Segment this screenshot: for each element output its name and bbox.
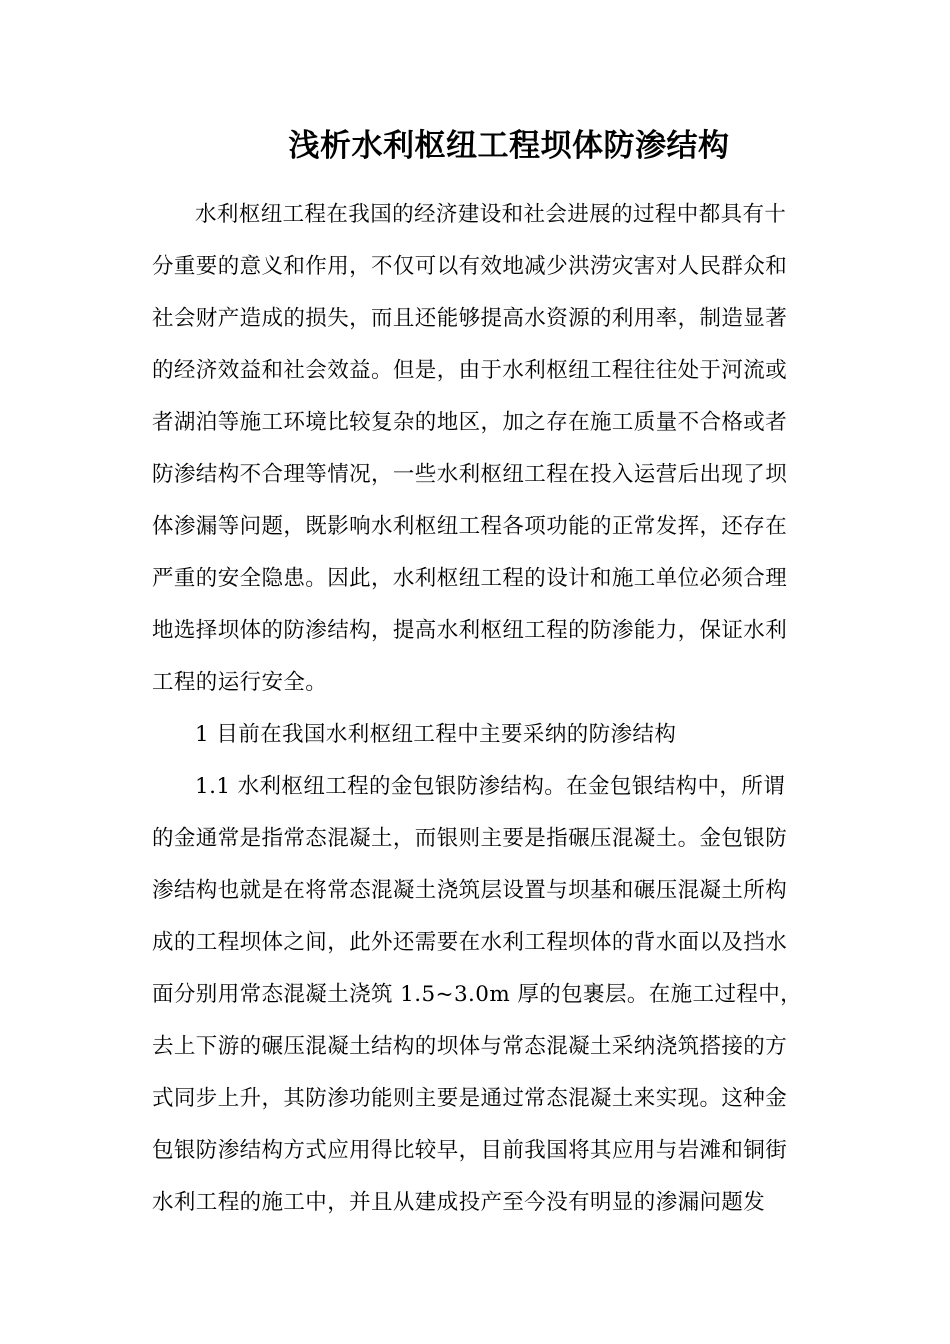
paragraph-line: 包银防渗结构方式应用得比较早，目前我国将其应用与岩滩和铜街 — [152, 1138, 788, 1163]
paragraph-line: 的金通常是指常态混凝土，而银则主要是指碾压混凝土。金包银防 — [152, 826, 788, 851]
paragraph-line: 的经济效益和社会效益。但是，由于水利枢纽工程往往处于河流或 — [152, 358, 788, 383]
paragraph-line: 分重要的意义和作用，不仅可以有效地减少洪涝灾害对人民群众和 — [152, 254, 788, 279]
paragraph-line: 水利工程的施工中，并且从建成投产至今没有明显的渗漏问题发 — [152, 1190, 766, 1215]
paragraph-line: 地选择坝体的防渗结构，提高水利枢纽工程的防渗能力，保证水利 — [152, 618, 788, 643]
paragraph-line: 去上下游的碾压混凝土结构的坝体与常态混凝土采纳浇筑搭接的方 — [152, 1034, 788, 1059]
paragraph-line: 1.1 水利枢纽工程的金包银防渗结构。在金包银结构中，所谓 — [195, 774, 786, 799]
paragraph-line: 社会财产造成的损失，而且还能够提高水资源的利用率，制造显著 — [152, 306, 788, 331]
paragraph-line: 严重的安全隐患。因此，水利枢纽工程的设计和施工单位必须合理 — [152, 566, 788, 591]
paragraph-line: 面分别用常态混凝土浇筑 1.5~3.0m 厚的包裹层。在施工过程中， — [152, 982, 803, 1007]
paragraph-line: 者湖泊等施工环境比较复杂的地区，加之存在施工质量不合格或者 — [152, 410, 788, 435]
paragraph-line: 防渗结构不合理等情况，一些水利枢纽工程在投入运营后出现了坝 — [152, 462, 788, 487]
paragraph-line: 式同步上升，其防渗功能则主要是通过常态混凝土来实现。这种金 — [152, 1086, 788, 1111]
paragraph-line: 工程的运行安全。 — [152, 670, 328, 695]
paragraph-line: 水利枢纽工程在我国的经济建设和社会进展的过程中都具有十 — [195, 202, 787, 227]
paragraph-line: 成的工程坝体之间，此外还需要在水利工程坝体的背水面以及挡水 — [152, 930, 788, 955]
document-title: 浅析水利枢纽工程坝体防渗结构 — [288, 128, 730, 164]
section-heading: 1 目前在我国水利枢纽工程中主要采纳的防渗结构 — [195, 722, 677, 747]
paragraph-line: 体渗漏等问题，既影响水利枢纽工程各项功能的正常发挥，还存在 — [152, 514, 788, 539]
paragraph-line: 渗结构也就是在将常态混凝土浇筑层设置与坝基和碾压混凝土所构 — [152, 878, 788, 903]
